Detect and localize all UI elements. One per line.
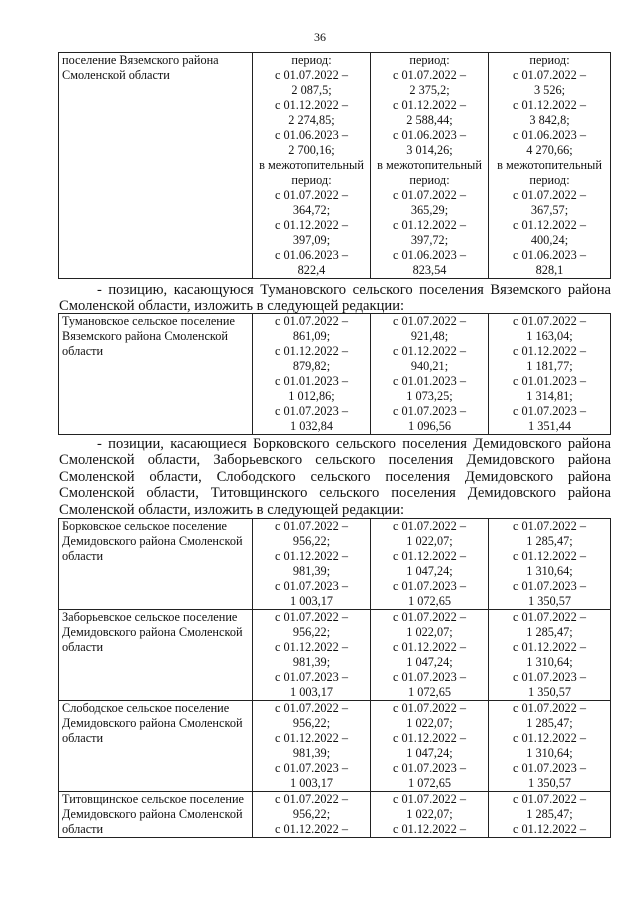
tariff-cell: с 01.07.2022 – 1 285,47; с 01.12.2022 – 1 310,64; с 01.07.2023 – 1 350,57 (489, 701, 611, 792)
tariff-cell: с 01.07.2022 – 1 022,07; с 01.12.2022 – 1 047,24; с 01.07.2023 – 1 072,65 (371, 701, 489, 792)
tariff-cell: период: с 01.07.2022 – 2 087,5; с 01.12.2022 – 2 274,85; с 01.06.2023 – 2 700,16; в межотопительный период: с 01.07.2022 – 364,72; с 01.12.2022 – 397,09; с 01.06.2023 – 822,4 (253, 53, 371, 279)
settlement-name-cell: поселение Вяземского района Смоленской области (59, 53, 253, 279)
tariff-cell: с 01.07.2022 – 1 022,07; с 01.12.2022 – 1 047,24; с 01.07.2023 – 1 072,65 (371, 519, 489, 610)
settlement-name-cell: Заборьевское сельское поселение Демидовского района Смоленской области (59, 610, 253, 701)
tariff-cell: с 01.07.2022 – 956,22; с 01.12.2022 – 981,39; с 01.07.2023 – 1 003,17 (253, 610, 371, 701)
tariff-cell: с 01.07.2022 – 921,48; с 01.12.2022 – 940,21; с 01.01.2023 – 1 073,25; с 01.07.2023 – 1 096,56 (371, 314, 489, 435)
tariff-cell: с 01.07.2022 – 861,09; с 01.12.2022 – 879,82; с 01.01.2023 – 1 012,86; с 01.07.2023 – 1 032,84 (253, 314, 371, 435)
tariff-cell: с 01.07.2022 – 1 022,07; с 01.12.2022 – 1 047,24; с 01.07.2023 – 1 072,65 (371, 610, 489, 701)
tariff-cell: с 01.07.2022 – 1 022,07; с 01.12.2022 – (371, 792, 489, 838)
tariff-cell: период: с 01.07.2022 – 2 375,2; с 01.12.2022 – 2 588,44; с 01.06.2023 – 3 014,26; в межотопительный период: с 01.07.2022 – 365,29; с 01.12.2022 – 397,72; с 01.06.2023 – 823,54 (371, 53, 489, 279)
settlement-name-cell: Слободское сельское поселение Демидовского района Смоленской области (59, 701, 253, 792)
tariff-cell: период: с 01.07.2022 – 3 526; с 01.12.2022 – 3 842,8; с 01.06.2023 – 4 270,66; в межотопительный период: с 01.07.2022 – 367,57; с 01.12.2022 – 400,24; с 01.06.2023 – 828,1 (489, 53, 611, 279)
paragraph-text: - позиции, касающиеся Борковского сельского поселения Демидовского района Смоленской области, Заборьевского сельского поселения Демидовского района Смоленской области, Слободского сельского поселения Демидовского района Смоленской области, Титовщинского сельского поселения Демидовского района Смоленской области, изложить в следующей редакции: (59, 436, 611, 518)
table-row (59, 792, 611, 838)
page-number: 36 (314, 30, 326, 44)
settlement-name-cell: Борковское сельское поселение Демидовского района Смоленской области (59, 519, 253, 610)
amendment-paragraph (59, 436, 611, 518)
tariff-cell: с 01.07.2022 – 1 285,47; с 01.12.2022 – 1 310,64; с 01.07.2023 – 1 350,57 (489, 519, 611, 610)
table-row (59, 610, 611, 701)
tariff-cell: с 01.07.2022 – 1 163,04; с 01.12.2022 – 1 181,77; с 01.01.2023 – 1 314,81; с 01.07.2023 – 1 351,44 (489, 314, 611, 435)
tariff-cell: с 01.07.2022 – 956,22; с 01.12.2022 – 981,39; с 01.07.2023 – 1 003,17 (253, 519, 371, 610)
settlement-name-cell: Титовщинское сельское поселение Демидовского района Смоленской области (59, 792, 253, 838)
tariff-cell: с 01.07.2022 – 1 285,47; с 01.12.2022 – 1 310,64; с 01.07.2023 – 1 350,57 (489, 610, 611, 701)
tariff-table-continued (58, 52, 611, 279)
table-row (59, 519, 611, 610)
amendment-paragraph (59, 282, 611, 315)
table-row (59, 701, 611, 792)
table-row (59, 314, 611, 435)
tariff-cell: с 01.07.2022 – 1 285,47; с 01.12.2022 – (489, 792, 611, 838)
tariff-table-demidovsky (58, 518, 611, 838)
tariff-table-tumanovskoe (58, 313, 611, 435)
tariff-cell: с 01.07.2022 – 956,22; с 01.12.2022 – 981,39; с 01.07.2023 – 1 003,17 (253, 701, 371, 792)
paragraph-text: - позицию, касающуюся Тумановского сельского поселения Вяземского района Смоленской области, изложить в следующей редакции: (59, 282, 611, 315)
tariff-cell: с 01.07.2022 – 956,22; с 01.12.2022 – (253, 792, 371, 838)
table-row (59, 53, 611, 279)
settlement-name-cell: Тумановское сельское поселение Вяземского района Смоленской области (59, 314, 253, 435)
